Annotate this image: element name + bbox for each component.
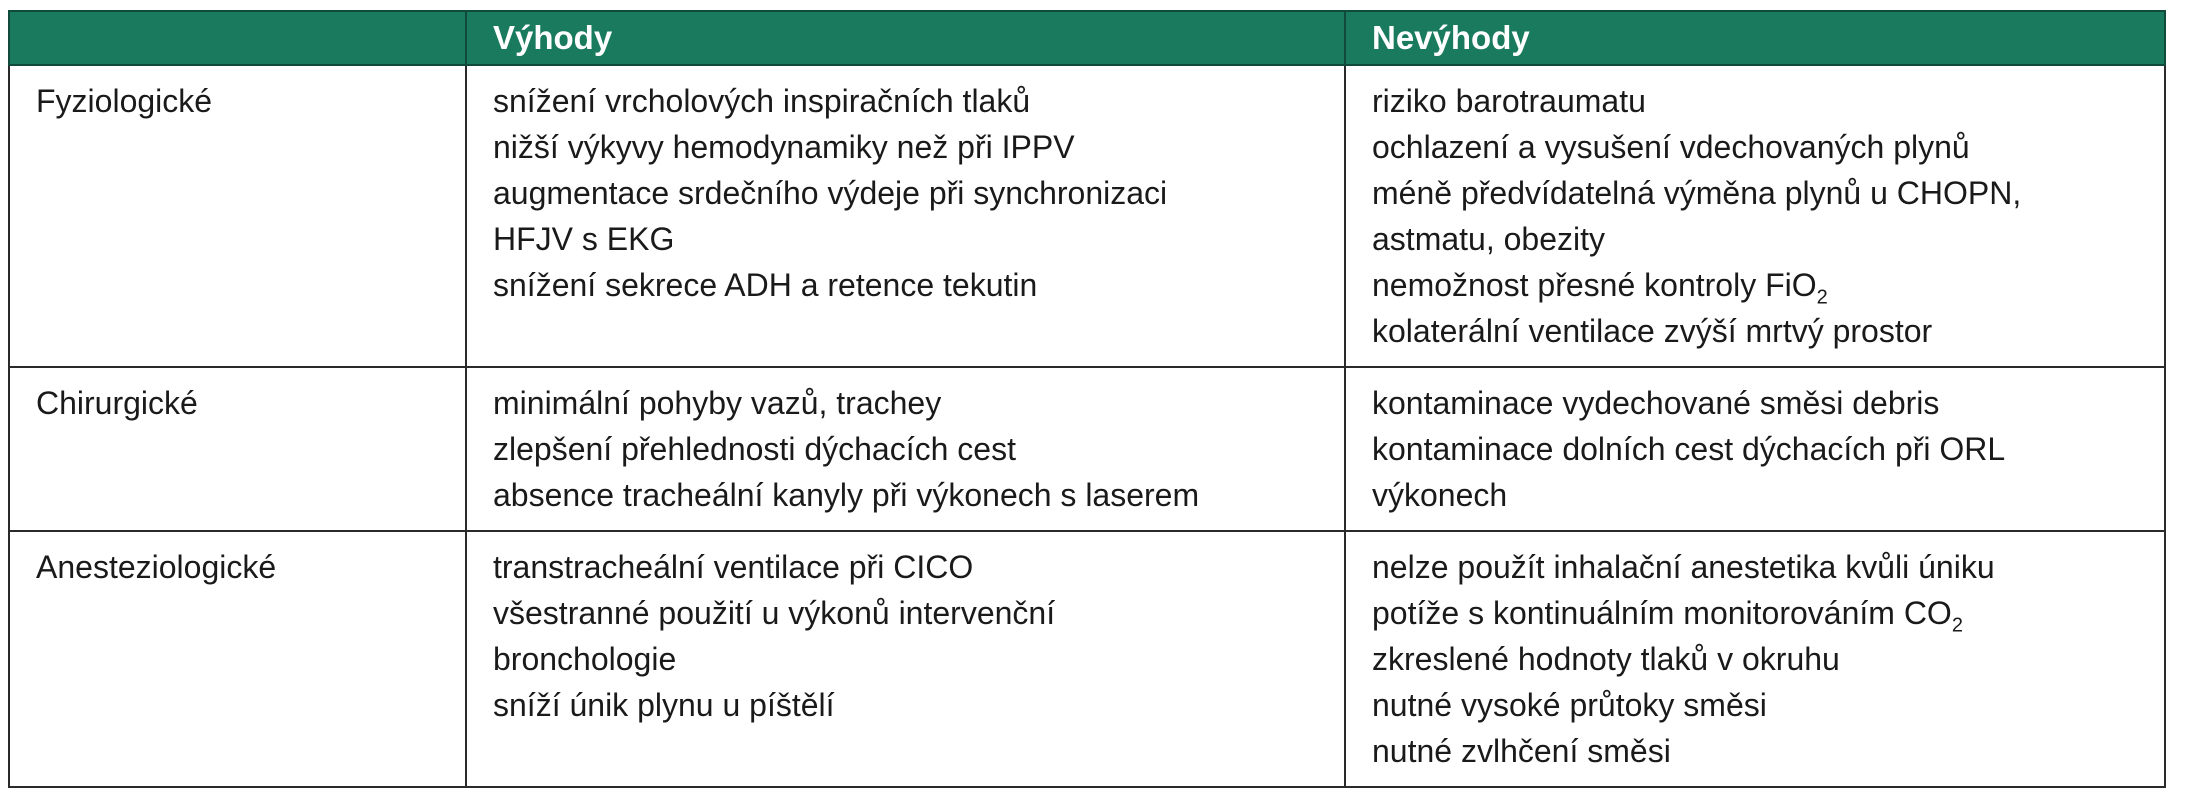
disadvantage-item: astmatu, obezity: [1372, 221, 1605, 257]
advantages-cell: [466, 65, 1345, 367]
disadvantages-cell: [1345, 367, 2165, 531]
disadvantage-item: riziko barotraumatu: [1372, 83, 1646, 119]
header-advantages: Výhody: [466, 11, 1345, 65]
table-header: [9, 11, 2165, 65]
row-category: Fyziologické: [9, 65, 466, 367]
disadvantage-item: nutné zvlhčení směsi: [1372, 733, 1671, 769]
disadvantage-item: [1372, 590, 2146, 636]
item-subscript: 2: [1816, 286, 1828, 309]
table-row: [9, 367, 2165, 531]
advantage-item: transtracheální ventilace při CICO: [493, 549, 974, 585]
table-row: [9, 531, 2165, 787]
advantage-item: nižší výkyvy hemodynamiky než při IPPV: [493, 129, 1075, 165]
disadvantage-item: méně předvídatelná výměna plynů u CHOPN,: [1372, 175, 2022, 211]
advantage-item: bronchologie: [493, 641, 677, 677]
comparison-table: [8, 10, 2166, 788]
disadvantages-cell: [1345, 531, 2165, 787]
disadvantage-item: kontaminace vydechované směsi debris: [1372, 385, 1940, 421]
advantage-item: zlepšení přehlednosti dýchacích cest: [493, 431, 1016, 467]
disadvantage-item: kontaminace dolních cest dýchacích při ORL: [1372, 431, 2006, 467]
disadvantages-cell: [1345, 65, 2165, 367]
item-text: nemožnost přesné kontroly FiO: [1372, 267, 1817, 303]
header-disadvantages: Nevýhody: [1345, 11, 2165, 65]
advantage-item: sníží únik plynu u píštělí: [493, 687, 835, 723]
header-row: [9, 11, 2165, 65]
row-category: Chirurgické: [9, 367, 466, 531]
advantage-item: HFJV s EKG: [493, 221, 675, 257]
row-category: Anesteziologické: [9, 531, 466, 787]
disadvantage-item: nutné vysoké průtoky směsi: [1372, 687, 1767, 723]
disadvantage-item: nelze použít inhalační anestetika kvůli úniku: [1372, 549, 1995, 585]
header-category: [9, 11, 466, 65]
advantage-item: snížení vrcholových inspiračních tlaků: [493, 83, 1031, 119]
table-row: [9, 65, 2165, 367]
table-body: [9, 65, 2165, 787]
advantage-item: snížení sekrece ADH a retence tekutin: [493, 267, 1038, 303]
disadvantage-item: výkonech: [1372, 477, 1508, 513]
item-text: potíže s kontinuálním monitorováním CO: [1372, 595, 1952, 631]
advantage-item: všestranné použití u výkonů intervenční: [493, 595, 1056, 631]
advantages-cell: [466, 367, 1345, 531]
advantage-item: augmentace srdečního výdeje při synchronizaci: [493, 175, 1168, 211]
disadvantage-item: ochlazení a vysušení vdechovaných plynů: [1372, 129, 1970, 165]
advantage-item: absence tracheální kanyly při výkonech s laserem: [493, 477, 1200, 513]
advantage-item: minimální pohyby vazů, trachey: [493, 385, 942, 421]
disadvantage-item: kolaterální ventilace zvýší mrtvý prostor: [1372, 313, 1933, 349]
item-subscript: 2: [1951, 614, 1963, 637]
advantages-cell: [466, 531, 1345, 787]
disadvantage-item: [1372, 262, 2146, 308]
disadvantage-item: zkreslené hodnoty tlaků v okruhu: [1372, 641, 1840, 677]
